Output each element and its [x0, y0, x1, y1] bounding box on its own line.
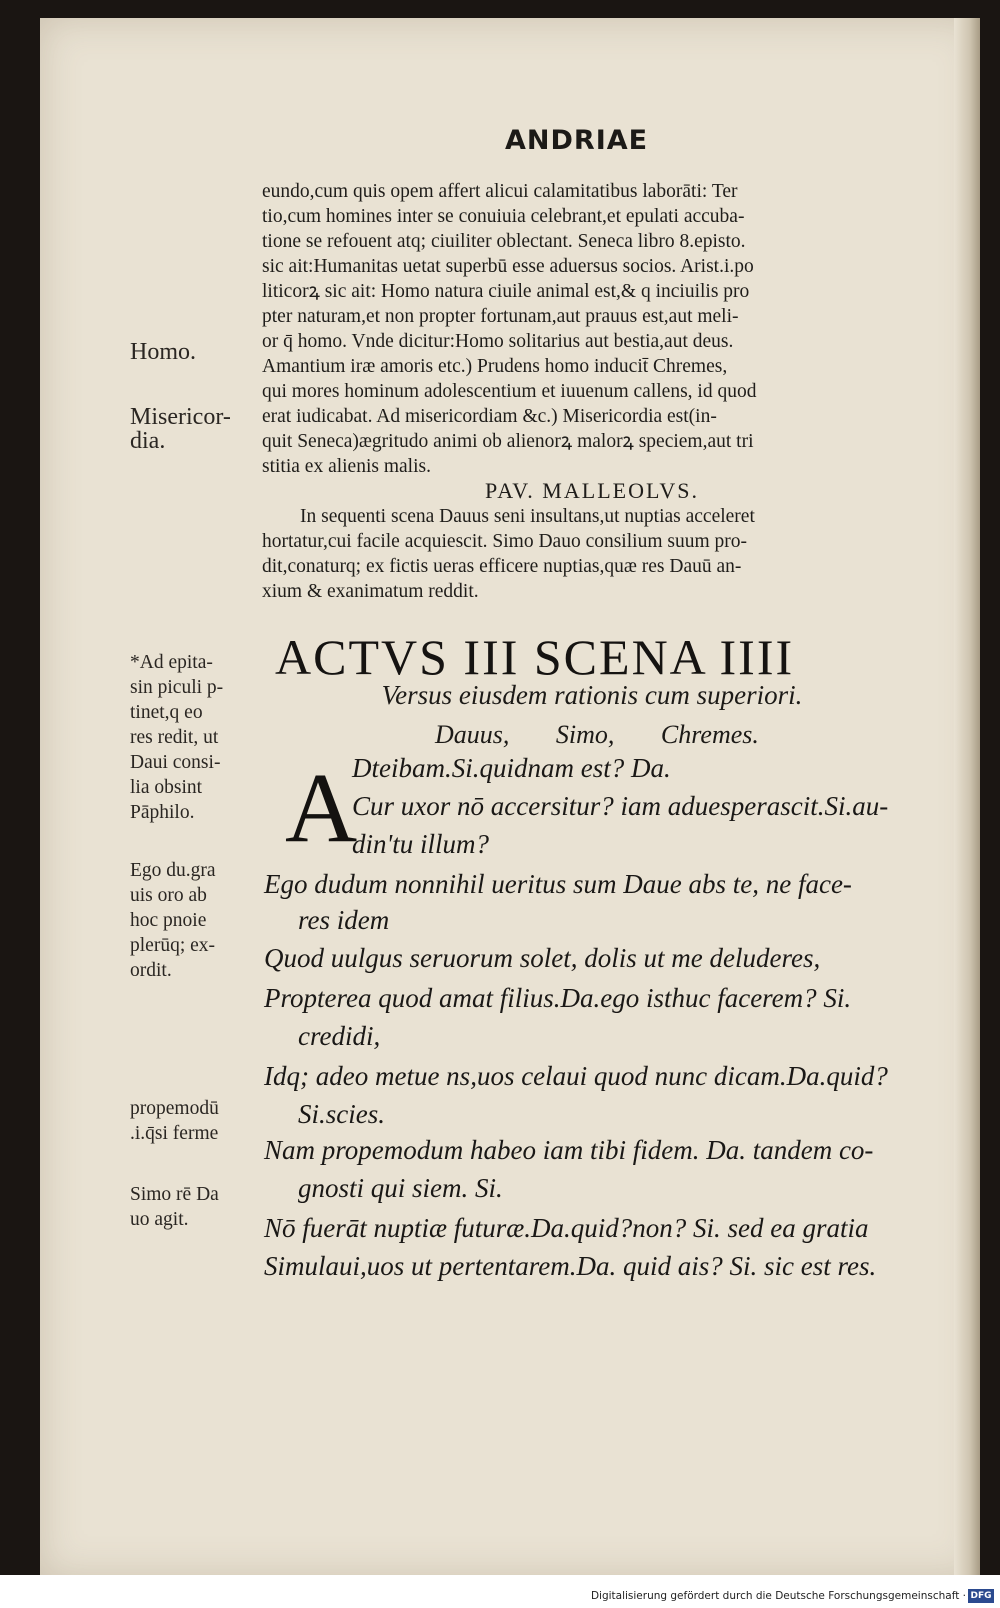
- commentary-line: pter naturam,et non propter fortunam,aut prauus est,aut meli-: [262, 306, 739, 327]
- margin-note-simo: Simo rē Da uo agit.: [130, 1184, 219, 1230]
- verse-line: Simulaui,uos ut pertentarem.Da. quid ais? Si. sic est res.: [264, 1251, 877, 1281]
- meter-note: Versus eiusdem rationis cum superiori.: [381, 680, 803, 710]
- verse-line: Propterea quod amat filius.Da.ego isthuc facerem? Si.: [264, 983, 852, 1013]
- persona-chremes: Chremes.: [660, 720, 759, 749]
- running-head: ANDRIAE: [505, 125, 649, 156]
- commentary-line: sic ait:Humanitas uetat superbū esse aduersus socios. Arist.i.po: [262, 256, 754, 277]
- verse-line: din'tu illum?: [352, 829, 490, 859]
- commentary-line: or q̄ homo. Vnde dicitur:Homo solitarius aut bestia,aut deus.: [262, 331, 734, 352]
- commentary-line: Amantium iræ amoris etc.) Prudens homo inducit̄ Chremes,: [262, 356, 728, 377]
- verse-line: Nam propemodum habeo iam tibi fidem. Da. tandem co-: [264, 1135, 874, 1165]
- margin-note-ego-dudum: Ego du.gra uis oro ab hoc pnoie plerūq; ex- ordit.: [130, 860, 216, 981]
- drop-cap-initial: A: [285, 752, 358, 863]
- argument-line: In sequenti scena Dauus seni insultans,ut nuptias acceleret: [300, 506, 755, 527]
- verse-line: Quod uulgus seruorum solet, dolis ut me deluderes,: [264, 943, 821, 973]
- digitization-credit: Digitalisierung gefördert durch die Deutsche Forschungsgemeinschaft ·: [590, 1590, 966, 1602]
- commentary-line: tio,cum homines inter se conuiuia celebrant,et epulati accuba-: [262, 206, 745, 227]
- verse-line: Nō fuerāt nuptiæ futuræ.Da.quid?non? Si. sed ea gratia: [264, 1213, 869, 1243]
- verse-line: Ego dudum nonnihil ueritus sum Daue abs te, ne face-: [264, 869, 852, 899]
- verse-line: Cur uxor nō accersitur? iam aduesperascit.Si.au-: [352, 791, 889, 821]
- commentary-line: erat iudicabat. Ad misericordiam &c.) Misericordia est(in-: [262, 406, 717, 427]
- page-edge: [954, 18, 980, 1578]
- persona-simo: Simo,: [555, 720, 615, 749]
- commentator-name: PAV. MALLEOLVS.: [484, 478, 699, 503]
- argument-line: xium & exanimatum reddit.: [262, 581, 479, 602]
- margin-note-propemodum: propemodū .i.q̄si ferme: [130, 1098, 219, 1144]
- verse-line: res idem: [298, 905, 390, 935]
- verse-line: gnosti qui siem. Si.: [298, 1173, 503, 1203]
- verse-line: Si.scies.: [298, 1099, 385, 1129]
- commentary-line: quit Seneca)ægritudo animi ob alienorꝝ malorꝝ speciem,aut tri: [262, 431, 754, 452]
- margin-note-homo: Homo.: [130, 339, 196, 365]
- dramatis-personae: [435, 720, 759, 750]
- verse-line: Dteibam.Si.quidnam est? Da.: [352, 753, 671, 783]
- commentary-line: liticorꝝ sic ait: Homo natura ciuile animal est,& q inciuilis pro: [262, 281, 750, 302]
- verse-line: Idq; adeo metue ns,uos celaui quod nunc dicam.Da.quid?: [264, 1061, 888, 1091]
- margin-note-epitasis: *Ad epita- sin piculi p- tinet,q eo res redit, ut Daui consi- lia obsint Pāphilo.: [130, 652, 224, 823]
- argument-line: dit,conaturq; ex fictis ueras efficere nuptias,quæ res Dauū an-: [262, 556, 742, 577]
- commentary-line: eundo,cum quis opem affert alicui calamitatibus laborāti: Ter: [262, 181, 738, 202]
- commentary-line: tione se refouent atq; ciuiliter oblectant. Seneca libro 8.episto.: [262, 231, 746, 252]
- verse-line: credidi,: [298, 1021, 381, 1051]
- persona-dauus: Dauus,: [435, 720, 510, 749]
- act-scene-heading: ACTVS III SCENA IIII: [275, 629, 795, 685]
- dfg-logo: DFG: [968, 1589, 994, 1603]
- margin-note-misericordia: Misericor- dia.: [130, 404, 231, 454]
- commentary-line: stitia ex alienis malis.: [262, 456, 431, 477]
- commentary-line: qui mores hominum adolescentium et iuuenum callens, id quod: [262, 381, 757, 402]
- argument-line: hortatur,cui facile acquiescit. Simo Dauo consilium suum pro-: [262, 531, 747, 552]
